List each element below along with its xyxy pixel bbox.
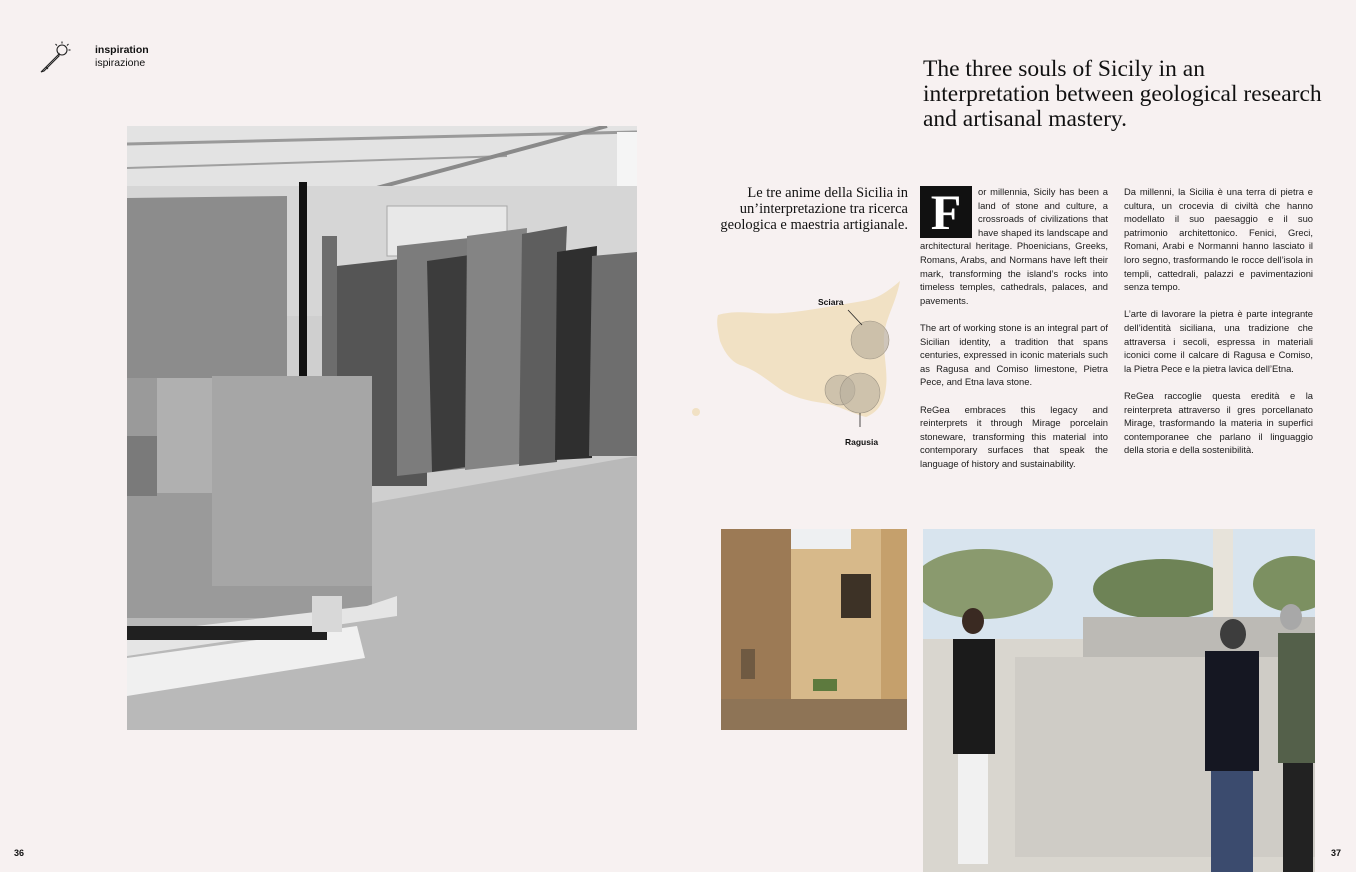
page-number-right: 37 xyxy=(1331,848,1342,858)
section-title-en: inspiration xyxy=(95,44,149,56)
dropcap: F xyxy=(920,186,972,238)
map-label-ragusia: Ragusia xyxy=(845,437,879,447)
body-en-paragraph-1: or millennia, Sicily has been a land of stone and culture, a crossroads of civilizations that have shaped its landscape and architectural heritage. Phoenicians, Greeks, Romans, Arabs, and Normans have left their mark, transforming the island’s rocks into timeless temples, cathedrals, palaces, and pavements. xyxy=(920,186,1108,306)
sicily-map xyxy=(688,255,914,455)
map-label-sciara: Sciara xyxy=(818,297,844,307)
body-en-paragraph-3: ReGea embraces this legacy and reinterprets it through Mirage porcelain stoneware, transforming this material into contemporary surfaces that speak the language of history and sustainability. xyxy=(920,403,1108,469)
body-column-en xyxy=(920,185,1108,484)
body-it-paragraph-2: L’arte di lavorare la pietra è parte integrante dell’identità siciliana, una tradizione che attraversa i secoli, espressa in materiali iconici come il calcare di Ragusa e Comiso, la Pietra Pece e la pietra lavica dell’Etna. xyxy=(1124,308,1313,374)
body-column-it xyxy=(1124,185,1313,470)
body-it-paragraph-1: Da millenni, la Sicilia è una terra di pietra e cultura, un crocevia di civiltà che hanno modellato il suo paesaggio e il suo patrimonio architettonico. Fenici, Greci, Romani, Arabi e Normanni hanno lasciato il loro segno, trasformando le rocce dell’isola in templi, cattedrali, palazzi e pavimentazioni senza tempo. xyxy=(1124,186,1313,293)
warehouse-stone-slabs-photo xyxy=(127,126,637,730)
pen-lightbulb-icon xyxy=(38,40,72,74)
body-it-paragraph-3: ReGea raccoglie questa eredità e la reinterpreta attraverso il gres porcellanato Mirage, trasformando la materia in superfici contemporanee che parlano il linguaggio della storia e della sostenibilità. xyxy=(1124,389,1313,456)
pull-quote: Le tre anime della Sicilia in un’interpretazione tra ricerca geologica e maestria artigianale. xyxy=(720,185,908,233)
page-headline: The three souls of Sicily in an interpretation between geological research and artisanal mastery. xyxy=(923,56,1322,132)
stone-slab-inspection-photo xyxy=(923,529,1315,872)
page-number-left: 36 xyxy=(14,848,25,858)
sicilian-alley-photo xyxy=(721,529,907,730)
section-title-it: ispirazione xyxy=(95,57,146,69)
body-en-paragraph-2: The art of working stone is an integral part of Sicilian identity, a tradition that spans centuries, expressed in iconic materials such as Ragusa and Comiso limestone, Pietra Pece, and Etna lava stone. xyxy=(920,321,1108,388)
